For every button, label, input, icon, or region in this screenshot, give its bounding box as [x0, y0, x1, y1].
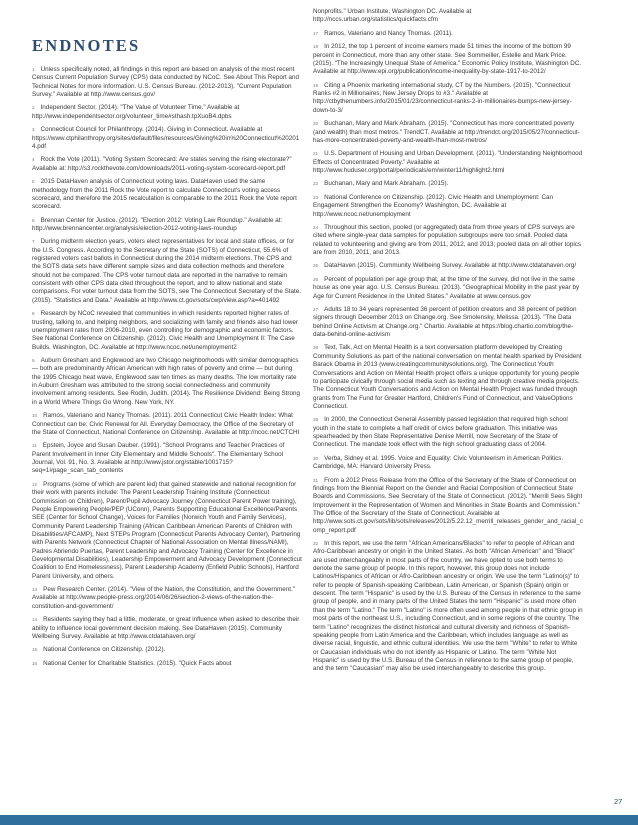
endnote [32, 104, 302, 121]
endnote-number: 1 [32, 67, 35, 72]
endnote-number: 25 [313, 263, 319, 269]
endnote-text: Text, Talk, Act on Mental Health is a text conversation platform developed by Creating Community Solutions as part of the national conversation on mental health sparked by President Barack Obama in 2013 (www.creatingcommunitysolutions.org). The Connecticut Youth Conversations and Action on Mental Health project offers a unique opportunity for young people to participate civically through social media such as texting and through creative media projects. The Connecticut Youth Conversations and Action on Mental Health Project was funded through grants from The Fund for Greater Hartford, Children's Fund of Connecticut, and ValueOptions Connecticut. [313, 344, 582, 410]
endnote [313, 43, 583, 76]
endnote-text: Adults 18 to 34 years represented 36 percent of petition creators and 38 percent of petition signers through December 2013 on Change.org. See Smolensky, Melissa. (2013). "The Data behind Online Activism at Change.org." Chartio. Available at https://blog.chartio.com/blog/the-data-behind-online-activism [313, 306, 577, 339]
endnote-number: 27 [313, 307, 319, 312]
endnote [313, 306, 583, 339]
endnote-number: 30 [313, 455, 319, 461]
endnote [313, 540, 583, 674]
endnote [32, 586, 302, 611]
endnote-number: 5 [32, 179, 35, 185]
footer-bar [0, 815, 638, 825]
endnote-text: Programs (some of which are parent led) that gained statewide and national recognition for their work with parents include: The Parent Leadership Training Institute (Connecticut Commission on Children), Parent/Pupil Advocacy Journey (Connecticut Parent Power training), People Empowering People/PEP (UConn), Parents Supporting Educational Excellence/Parents SEE (Center for School Change), Voices for Families (Norwich Youth and Family Services), Community Parent Leadership Training (African Caribbean American Parents of Children with Disabilities/AFCAMP), Next STEPs Program (Connecticut Parents Advocacy Center), Partnering with Parents Network (Connecticut Chapter of National Association on Mental Illness/NAMI), Padres Abriendo Puertas, Parent Leadership and Advocacy Training (Center for Excellence in Developmental Disabilities), Leadership Empowerment and Advocacy Development (Connecticut Coalition to End Homelessness), Parent Leadership Academy (Enfield Public Schools), Hartford Parent University, and others. [32, 480, 302, 580]
endnote [32, 126, 302, 151]
endnote-text: Percent of population per age group that, at the time of the survey, did not live in the same house as one year ago. U.S. Census Bureau. (2013). "Geographical Mobility in the past year by Age for Current Residence in the United States." Available at www.census.gov [313, 275, 580, 300]
endnote [313, 455, 583, 472]
endnote-text: National Conference on Citizenship. (2012). [43, 646, 166, 654]
endnote-number: 26 [313, 276, 319, 282]
endnote [313, 224, 583, 257]
endnote [313, 416, 583, 449]
endnote-number: 8 [32, 311, 35, 317]
endnote [32, 310, 302, 352]
endnote [313, 194, 583, 219]
endnote-number: 22 [313, 181, 319, 187]
endnote [32, 178, 302, 211]
endnote-text: U.S. Department of Housing and Urban Development. (2011). "Understanding Neighborhood Effects of Concentrated Poverty." Available at http://www.huduser.org/portal/periodicals/em/winter11/highlight2.html [313, 150, 583, 174]
endnote-number: 24 [313, 224, 319, 230]
endnote-number: 9 [32, 358, 35, 364]
endnote [313, 120, 583, 145]
endnote-text: Connecticut Council for Philanthropy. (2014). Giving in Connecticut. Available at https://www.ctphilanthropy.org/sites/default/files/resources/Giving%20in%20Connecticut%202014.pdf [32, 126, 300, 150]
endnote [313, 8, 583, 25]
endnotes-column-right [313, 8, 583, 679]
endnote [32, 238, 302, 305]
endnote [32, 66, 302, 99]
endnote-text: Buchanan, Mary and Mark Abraham. (2015). [324, 180, 449, 188]
endnote-text: Verba, Sidney et al. 1995. Voice and Equality: Civic Volunteerism in American Politics. Cambridge, MA: Harvard University Press. [313, 454, 564, 471]
endnote-text: Unless specifically noted, all findings in this report are based on analysis of the most recent Census Current Population Survey (CPS) data conducted by NCoC. See About This Report and Technical Notes for more information. U.S. Census Bureau. (2012-2013). "Current Population Survey." Available at http://www.census.gov/ [32, 66, 299, 99]
endnotes-column-left [32, 66, 302, 673]
endnote [313, 276, 583, 301]
endnote-number: 10 [32, 413, 38, 419]
endnote-text: 2015 DataHaven analysis of Connecticut voting laws. DataHaven used the same methodology from the 2011 Rock the Vote report to calculate Connecticut's voting access scorecard, and therefore the 2015 recalculation is comparable to the 2011 Rock the Vote report scorecard. [32, 178, 297, 211]
endnote-text: Independent Sector. (2014). "The Value of Volunteer Time." Available at http://www.independentsector.org/volunteer_time#sthash.tpXuoB4.dpbs [32, 104, 240, 120]
endnote-number: 17 [313, 30, 319, 36]
endnote [32, 217, 302, 234]
endnote-number: 7 [32, 239, 35, 245]
endnote-text: In 2012, the top 1 percent of income earners made 51 times the income of the bottom 99 percent in Connecticut, more than any other state. See Sommeiller, Estelle and Mark Price. (2015). "The Increasingly Unequal State of America." Economic Policy Institute, Washington DC. Available at http://www.epi.org/publication/income-inequality-by-state-1917-to-2012/ [313, 43, 582, 76]
endnote-text: Ramos, Valeriano and Nancy Thomas. (2011). 2011 Connecticut Civic Health Index: What Connecticut can be: Civic Renewal for All. Everyday Democracy, the Office of the Secretary of the State of Connecticut, National Conference on Citizenship. Available at http://ncoc.net/CTCHI [32, 412, 300, 436]
endnote-number: 3 [32, 127, 35, 133]
endnote [32, 156, 302, 173]
endnote-text: National Conference on Citizenship. (2012). Civic Health and Unemployment: Can Engagement Strengthen the Economy? Washington, DC. Available at http://www.ncoc.net/unemployment [313, 193, 554, 218]
endnote-text: During midterm election years, voters elect representatives for local and state offices, or for the U.S. Congress. According to the Secretary of the State (SOTS) of Connecticut, 55.6% of registered voters cast ballots in Connecticut during the 2014 midterm elections. The CPS and the SOTS data sets have different sample sizes and data collection methods and therefore should not be compared. The CPS voter turnout data are reported in the narrative to remain consistent with other CPS data cited throughout the report, and to allow national and state comparisons. For voter turnout data from the SOTS, see The Connecticut Secretary of the State. (2015). "Statistics and Data." Available at http://www.ct.gov/sots/cwp/view.asp?a=401492 [32, 238, 302, 304]
endnote-text: Citing a Phoenix marketing international study, CT by the Numbers. (2015). "Connecticut Ranks #2 in Millionaires; New Jersey Drops to #3." Available at http://ctbythenumbers.info/2015/01/23/connecticut-ranks-2-in-millionaires-bumps-new-jersey-down-to-3/ [313, 81, 572, 114]
endnote-number: 16 [32, 660, 38, 666]
endnote [313, 150, 583, 175]
endnote-text: Auburn Gresham and Englewood are two Chicago neighborhoods with similar demographics — both are predominantly African American with high rates of poverty and crime — but during the 1995 Chicago heat wave, Englewood saw ten times as many deaths. The low mortality rate in Auburn Gresham was attributed to the strong social connectedness and community involvement among residents. See Rodin, Judith. (2014). The Resilience Dividend: Being Strong in a World Where Things Go Wrong. New York, NY. [32, 357, 301, 406]
endnote-number: 14 [32, 617, 38, 623]
endnote-number: 12 [32, 481, 38, 487]
endnote-text: Pew Research Center. (2014). "View of the Nation, the Constitution, and the Government." Available at http://www.people-press.org/2014/06/26/section-2-views-of-the-nation-the-constitution-and-government/ [32, 586, 295, 610]
endnote [313, 82, 583, 115]
endnote-text: Nonprofits." Urban Institute, Washington DC. Available at http://nccs.urban.org/statistics/quickfacts.cfm [313, 8, 472, 24]
endnote [32, 357, 302, 407]
endnote-number: 15 [32, 647, 38, 653]
endnote-number: 23 [313, 194, 319, 200]
endnote-text: In 2000, the Connecticut General Assembly passed legislation that required high school youth in the state to complete a half credit of civics before graduation. This initiative was spearheaded by then State Representative Denise Merrill, now Secretary of the State of Connecticut. The mandate took effect with the high school graduating class of 2004. [313, 416, 568, 449]
endnote [32, 412, 302, 437]
endnote-text: Buchanan, Mary and Mark Abraham. (2015). "Connecticut has more concentrated poverty (and wealth) than most metros." TrendCT. Available at http://trendct.org/2015/05/27/connecticut-has-more-concentrated-poverty-and-wealth-than-most-metros/ [313, 120, 580, 144]
endnote-number: 31 [313, 477, 319, 483]
endnote-number: 19 [313, 82, 319, 88]
page-title: ENDNOTES [32, 36, 141, 55]
endnote-number: 28 [313, 345, 319, 351]
endnote [313, 30, 583, 38]
endnote-text: Research by NCoC revealed that communities in which residents reported higher rates of trusting, talking to, and helping neighbors, and socializing with family and friends also had lower unemployment rates from 2006-2010, even controlling for demographic and economic factors. See National Conference on Citizenship. (2012). Civic Health and Unemployment II: The Case Builds. Washington, DC. Available at http://www.ncoc.net/unemployment2 [32, 310, 299, 351]
endnote-text: DataHaven (2015). Community Wellbeing Survey. Available at http://www.ctdatahaven.org/ [324, 262, 577, 270]
endnote-number: 4 [32, 157, 35, 163]
endnote-text: Residents saying they had a little, moderate, or great influence when asked to describe their ability to influence local government decision making. See DataHaven (2015). Community Wellbeing Survey. Available at http://www.ctdatahaven.org/ [32, 616, 300, 640]
endnote-text: Rock the Vote (2011). "Voting System Scorecard: Are states serving the rising electorate?" Available at: http://s3.rockthevote.com/downloads/2011-voting-system-scorecard-report.pdf [32, 156, 292, 172]
endnote-text: Ramos, Valeriano and Nancy Thomas. (2011). [324, 29, 453, 37]
endnote [313, 262, 583, 270]
endnote [32, 646, 302, 654]
endnote [313, 344, 583, 411]
endnote-number: 29 [313, 417, 319, 423]
endnote-number: 18 [313, 44, 319, 50]
endnote-number: 20 [313, 121, 319, 127]
endnote-text: Throughout this section, pooled (or aggregated) data from three years of CPS surveys are cited where single-year data samples for population subgroups were too small. Pooled data related to volunteering and giving are from 2011, 2012, and 2013; pooled data on all other topics are from 2010, 2011, and 2013. [313, 223, 582, 256]
endnote-number: 11 [32, 443, 37, 449]
endnote-number: 13 [32, 587, 38, 593]
endnote [32, 442, 302, 475]
endnote [313, 477, 583, 535]
endnote-text: In this report, we use the term "African Americans/Blacks" to refer to people of African and Afro-Caribbean ancestry or origin in the United States. As both "African American" and "Black" are used interchangeably in most parts of the country, we have opted to use both terms to denote the same group of people. In this report, however, this group does not include Latinos/Hispanics of African or Afro-Caribbean ancestry or origin. We use the term "Latino(s)" to refer to people of Spanish-speaking Caribbean, Latin American, or Spanish (Spain) origin or descent. The term "Hispanic" is used by the U.S. Bureau of the Census in reference to the same group of people, and in many parts of the United States the term "Hispanic" is used more often than the term "Latino." The term "Latino" is more often used among people in that ethnic group in most parts of the northeast U.S., including Connecticut, and in some regions of the country. The term "Latino" recognizes the distinct historical and cultural diversity and richness of Spanish-speaking people from Latin America and the Caribbean, which includes language as well as diverse racial, linguistic, and ethnic cultural identities. We use the term "White" to refer to White or Caucasian individuals who do not identify as Hispanic or Latino. The term "White Not Hispanic" is used by the U.S. Bureau of the Census in reference to the same group of people, and the term "Caucasian" may also be used interchangeably to describe this group. [313, 540, 583, 673]
endnote-text: From a 2012 Press Release from the Office of the Secretary of the State of Connecticut on findings from the Biennial Report on the Gender and Racial Composition of Connecticut State Boards and Commissions. See Secretary of the State of Connecticut. (2012). "Merrill Sees Slight Improvement in the Representation of Women and Minorities in State Boards and Commission." The Office of the Secretary of the State of Connecticut. Available at http://www.sots.ct.gov/sots/lib/sots/releases/2012/5.22.12_merrill_releases_gender_and_racial_comp_report.pdf [313, 476, 583, 534]
endnote-text: National Center for Charitable Statistics. (2015). "Quick Facts about [43, 659, 232, 667]
endnote-number: 21 [313, 151, 319, 157]
endnote-number: 32 [313, 541, 319, 547]
endnote [313, 180, 583, 188]
endnote-text: Epstein, Joyce and Susan Dauber. (1991). "School Programs and Teacher Practices of Parent Involvement in Inner City Elementary and Middle Schools". The Elementary School Journal, Vol. 91, No. 3. Available at http://www.jstor.org/stable/1001715?seq=1#page_scan_tab_contents [32, 442, 285, 475]
endnote [32, 660, 302, 668]
endnote [32, 481, 302, 581]
endnote-number: 6 [32, 217, 35, 223]
endnote-number: 2 [32, 105, 35, 111]
page-number: 27 [614, 797, 623, 806]
endnote-text: Brennan Center for Justice. (2012). "Election 2012: Voting Law Roundup." Available at: http://www.brennancenter.org/analysis/election-2012-voting-laws-roundup [32, 216, 283, 232]
endnote [32, 616, 302, 641]
